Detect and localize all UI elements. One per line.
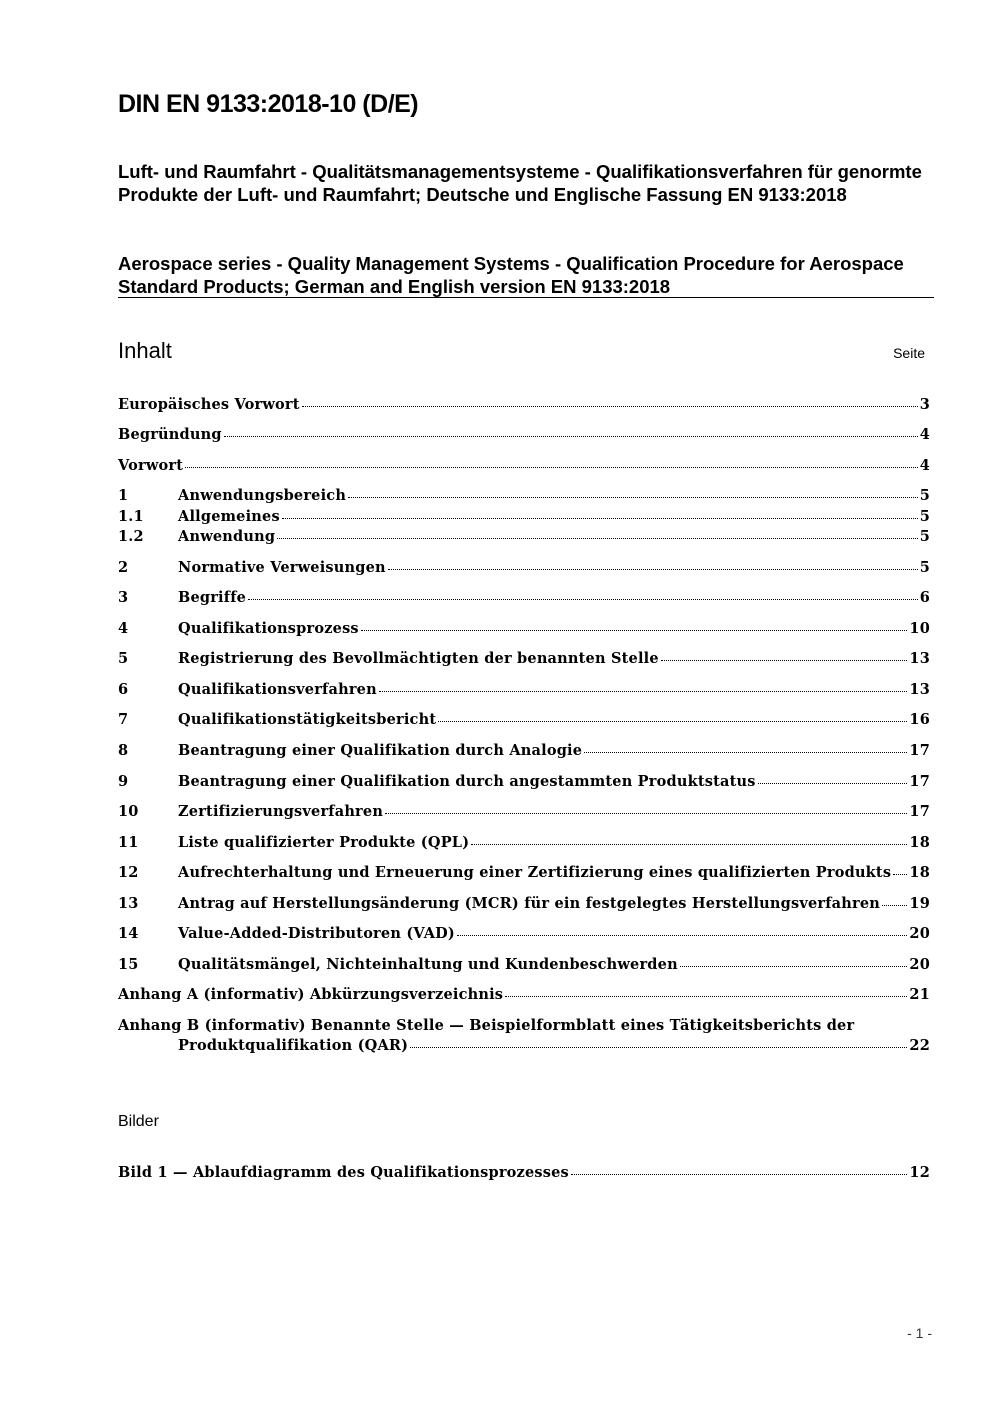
toc-entry-title: Value-Added-Distributoren (VAD) xyxy=(178,925,455,942)
toc-entry-number: 7 xyxy=(118,711,129,728)
dot-leader xyxy=(379,681,908,692)
dot-leader xyxy=(282,508,918,519)
toc-entry-page: 18 xyxy=(909,864,930,881)
toc-entry-title: Beantragung einer Qualifikation durch Analogie xyxy=(178,742,583,759)
figure-entry-title: Bild 1 — Ablaufdiagramm des Qualifikationsprozesses xyxy=(118,1164,569,1181)
toc-entry[interactable] xyxy=(118,773,930,795)
dot-leader xyxy=(505,986,907,997)
toc-entry-title: Qualifikationstätigkeitsbericht xyxy=(178,711,437,728)
toc-entry-annex-b[interactable] xyxy=(118,1017,930,1061)
toc-entry-page: 5 xyxy=(919,508,930,525)
figures-heading: Bilder xyxy=(118,1113,159,1130)
toc-entry-page: 10 xyxy=(909,620,930,637)
toc-entry-title: Zertifizierungsverfahren xyxy=(178,803,384,820)
toc-entry-page: 22 xyxy=(909,1037,930,1054)
toc-entry[interactable] xyxy=(118,711,930,733)
toc-entry-title: Europäisches Vorwort xyxy=(118,396,300,413)
toc-entry-page: 17 xyxy=(909,773,930,790)
toc-entry-title: Anhang A (informativ) Abkürzungsverzeichnis xyxy=(118,986,504,1003)
dot-leader xyxy=(661,650,908,661)
toc-entry[interactable] xyxy=(118,925,930,947)
toc-entry-page: 3 xyxy=(919,396,930,413)
toc-entry[interactable] xyxy=(118,396,930,418)
toc-entry-page: 13 xyxy=(909,650,930,667)
toc-entry-title: Begründung xyxy=(118,426,222,443)
toc-entry-title: Anwendungsbereich xyxy=(178,487,347,504)
toc-entry[interactable] xyxy=(118,986,930,1008)
toc-entry-page: 5 xyxy=(919,559,930,576)
toc-entry-number: 11 xyxy=(118,834,139,851)
toc-entry-page: 5 xyxy=(919,487,930,504)
toc-entry-page: 17 xyxy=(909,742,930,759)
toc-entry-number: 3 xyxy=(118,589,129,606)
dot-leader xyxy=(361,620,908,631)
toc-entry[interactable] xyxy=(118,508,930,530)
toc-entry[interactable] xyxy=(118,426,930,448)
dot-leader xyxy=(410,1037,907,1048)
toc-entry-title: Qualifikationsverfahren xyxy=(178,681,377,698)
dot-leader xyxy=(224,426,918,437)
dot-leader xyxy=(277,528,917,539)
dot-leader xyxy=(584,742,907,753)
toc-entry-number: 6 xyxy=(118,681,129,698)
dot-leader xyxy=(457,925,907,936)
toc-entry-title-line2: Produktqualifikation (QAR) xyxy=(178,1037,409,1054)
page-number: - 1 - xyxy=(907,1325,932,1341)
toc-entry[interactable] xyxy=(118,956,930,978)
toc-entry-page: 6 xyxy=(919,589,930,606)
toc-entry-number: 4 xyxy=(118,620,129,637)
dot-leader xyxy=(185,457,918,468)
toc-entry-title: Registrierung des Bevollmächtigten der benannten Stelle xyxy=(178,650,659,667)
toc-entry-number: 2 xyxy=(118,559,129,576)
toc-entry-title: Antrag auf Herstellungsänderung (MCR) für ein festgelegtes Herstellungsverfahren xyxy=(178,895,881,912)
title-divider xyxy=(118,297,934,298)
dot-leader xyxy=(471,834,907,845)
dot-leader xyxy=(438,711,907,722)
toc-entry-page: 19 xyxy=(909,895,930,912)
dot-leader xyxy=(680,956,908,967)
toc-entry-title: Vorwort xyxy=(118,457,184,474)
toc-entry[interactable] xyxy=(118,834,930,856)
toc-entry[interactable] xyxy=(118,589,930,611)
toc-entry-page: 13 xyxy=(909,681,930,698)
toc-entry-title: Liste qualifizierter Produkte (QPL) xyxy=(178,834,470,851)
toc-entry-page: 17 xyxy=(909,803,930,820)
dot-leader xyxy=(882,895,907,906)
dot-leader xyxy=(893,864,907,875)
toc-entry-number: 12 xyxy=(118,864,139,881)
dot-leader xyxy=(302,396,918,407)
toc-entry-page: 21 xyxy=(909,986,930,1003)
toc-entry[interactable] xyxy=(118,895,930,917)
toc-entry-number: 15 xyxy=(118,956,139,973)
dot-leader xyxy=(348,487,918,498)
toc-entry-number: 1.2 xyxy=(118,528,144,545)
toc-entry-page: 20 xyxy=(909,956,930,973)
toc-entry[interactable] xyxy=(118,528,930,550)
toc-entry-title: Aufrechterhaltung und Erneuerung einer Zertifizierung eines qualifizierten Produkts xyxy=(178,864,892,881)
toc-entry-title: Qualifikationsprozess xyxy=(178,620,359,637)
toc-heading: Inhalt xyxy=(118,338,172,363)
toc-entry-title: Beantragung einer Qualifikation durch angestammten Produktstatus xyxy=(178,773,756,790)
document-id: DIN EN 9133:2018-10 (D/E) xyxy=(118,90,419,118)
dot-leader xyxy=(388,559,918,570)
toc-entry-page: 4 xyxy=(919,457,930,474)
toc-entry-number: 14 xyxy=(118,925,139,942)
toc-entry-title: Qualitätsmängel, Nichteinhaltung und Kundenbeschwerden xyxy=(178,956,678,973)
toc-entry-number: 1.1 xyxy=(118,508,144,525)
title-german: Luft- und Raumfahrt - Qualitätsmanagementsysteme - Qualifikationsverfahren für genormte Produkte der Luft- und Raumfahrt; Deutsche und Englische Fassung EN 9133:2018 xyxy=(118,161,922,205)
dot-leader xyxy=(248,589,918,600)
toc-entry-page: 18 xyxy=(909,834,930,851)
toc-entry[interactable] xyxy=(118,650,930,672)
dot-leader xyxy=(385,803,907,814)
dot-leader xyxy=(758,773,908,784)
page-column-label: Seite xyxy=(893,345,925,361)
figure-entry[interactable] xyxy=(118,1164,930,1186)
toc-entry-number: 8 xyxy=(118,742,129,759)
toc-entry[interactable] xyxy=(118,620,930,642)
toc-entry-page: 20 xyxy=(909,925,930,942)
toc-entry[interactable] xyxy=(118,803,930,825)
toc-entry[interactable] xyxy=(118,864,930,886)
toc-entry-page: 16 xyxy=(909,711,930,728)
toc-entry-number: 1 xyxy=(118,487,129,504)
toc-entry-number: 13 xyxy=(118,895,139,912)
toc-entry-number: 5 xyxy=(118,650,129,667)
toc-entry[interactable] xyxy=(118,742,930,764)
toc-entry[interactable] xyxy=(118,487,930,509)
toc-entry-page: 4 xyxy=(919,426,930,443)
toc-entry-title: Anwendung xyxy=(178,528,276,545)
toc-entry[interactable] xyxy=(118,457,930,479)
toc-entry-page: 5 xyxy=(919,528,930,545)
dot-leader xyxy=(571,1164,907,1175)
toc-entry[interactable] xyxy=(118,681,930,703)
figure-entry-page: 12 xyxy=(909,1164,930,1181)
toc-entry[interactable] xyxy=(118,559,930,581)
toc-entry-title: Normative Verweisungen xyxy=(178,559,386,576)
toc-entry-number: 10 xyxy=(118,803,139,820)
toc-entry-title: Allgemeines xyxy=(178,508,280,525)
toc-entry-title-line1: Anhang B (informativ) Benannte Stelle — Beispielformblatt eines Tätigkeitsberichts der xyxy=(118,1017,855,1034)
toc-entry-title: Begriffe xyxy=(178,589,247,606)
title-english: Aerospace series - Quality Management Systems - Qualification Procedure for Aerospace Standard Products; German and English version EN 9133:2018 xyxy=(118,253,904,297)
toc-entry-number: 9 xyxy=(118,773,129,790)
